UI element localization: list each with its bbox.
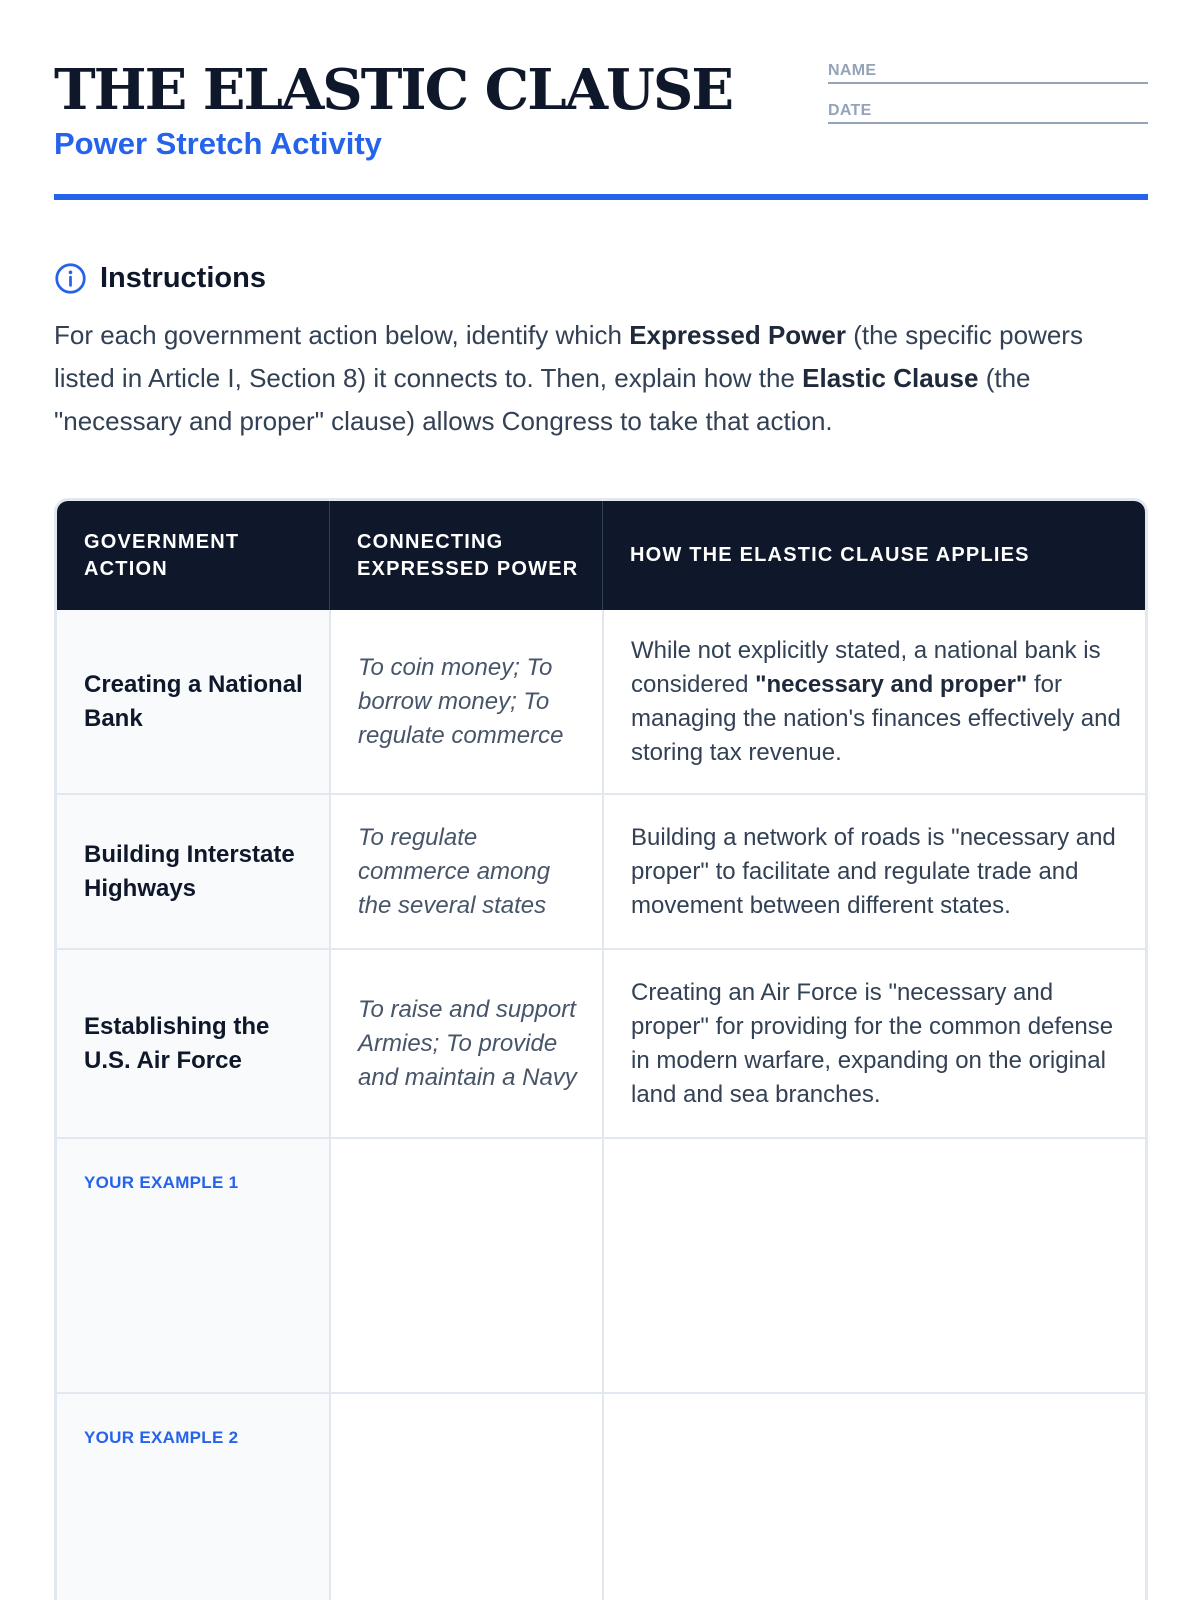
example-label: YOUR EXAMPLE 2 (84, 1428, 239, 1447)
example-action-cell[interactable] (57, 1394, 329, 1600)
explain-text: While not explicitly stated, a national bank is considered "necessary and proper" for managing the nation's finances effectively and storing tax revenue. (631, 636, 1121, 766)
action-text: Establishing the U.S. Air Force (84, 1012, 270, 1074)
activity-table (54, 498, 1148, 1600)
expressed-power-term: Expressed Power (629, 320, 846, 350)
page-title: THE ELASTIC CLAUSE (54, 57, 732, 123)
info-icon (54, 262, 87, 295)
table-row (57, 950, 1145, 1139)
example-power-cell[interactable] (329, 1394, 602, 1600)
power-text: To coin money; To borrow money; To regulate commerce (358, 653, 564, 749)
power-text: To raise and support Armies; To provide and maintain a Navy (358, 995, 577, 1091)
worksheet-header (54, 58, 1148, 200)
action-text: Creating a National Bank (84, 670, 303, 732)
action-text: Building Interstate Highways (84, 840, 295, 902)
explain-cell (602, 610, 1145, 793)
explain-cell (602, 950, 1145, 1137)
table-row (57, 795, 1145, 950)
date-field[interactable] (828, 98, 1148, 124)
action-cell (57, 795, 329, 948)
name-label: NAME (828, 62, 877, 79)
date-label: DATE (828, 102, 872, 119)
example-action-cell[interactable] (57, 1139, 329, 1392)
instructions-heading (54, 258, 266, 298)
col-header-power: CONNECTING EXPRESSED POWER (329, 501, 602, 610)
name-field[interactable] (828, 58, 1148, 84)
power-cell (329, 610, 602, 793)
example-row (57, 1139, 1145, 1394)
action-cell (57, 610, 329, 793)
example-power-cell[interactable] (329, 1139, 602, 1392)
example-row (57, 1394, 1145, 1600)
explain-cell (602, 795, 1145, 948)
example-explain-cell[interactable] (602, 1139, 1145, 1392)
elastic-clause-term: Elastic Clause (802, 363, 979, 393)
instructions-text: For each government action below, identify which Expressed Power (the specific powers listed in Article I, Section 8) it connects to. Then, explain how the Elastic Clause (the "necessary and proper" clause) allows Congress to take that action. (54, 320, 1083, 436)
table-row (57, 610, 1145, 795)
header-divider (54, 194, 1148, 200)
action-cell (57, 950, 329, 1137)
worksheet-page (54, 0, 1148, 1600)
page-subtitle: Power Stretch Activity (54, 126, 382, 161)
col-header-elastic: HOW THE ELASTIC CLAUSE APPLIES (602, 501, 1145, 610)
power-text: To regulate commerce among the several states (358, 823, 551, 919)
power-cell (329, 795, 602, 948)
col-header-action: GOVERNMENT ACTION (84, 530, 240, 580)
power-cell (329, 950, 602, 1137)
example-label: YOUR EXAMPLE 1 (84, 1173, 239, 1192)
example-explain-cell[interactable] (602, 1394, 1145, 1600)
table-header (57, 501, 1145, 610)
explain-text: Building a network of roads is "necessary and proper" to facilitate and regulate trade and movement between different states. (631, 823, 1116, 919)
explain-text: Creating an Air Force is "necessary and proper" for providing for the common defense in modern warfare, expanding on the original land and sea branches. (631, 978, 1114, 1108)
instructions-title: Instructions (100, 261, 266, 294)
